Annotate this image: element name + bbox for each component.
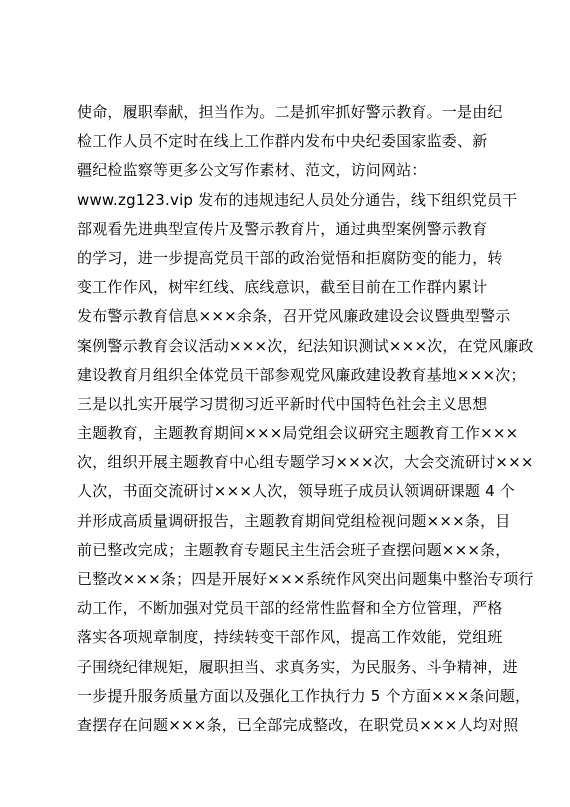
- text-line: 已整改×××条；四是开展好×××系统作风突出问题集中整治专项行: [77, 570, 534, 588]
- text-line: 主题教育，主题教育期间×××局党组会议研究主题教育工作×××: [77, 424, 519, 443]
- text-line: 动工作，不断加强对党员干部的经常性监督和全方位管理，严格: [77, 599, 503, 618]
- body-paragraph: [77, 98, 534, 740]
- text-line: 落实各项规章制度，持续转变干部作风，提高工作效能，党组班: [77, 628, 503, 647]
- text-line: 查摆存在问题×××条，已全部完成整改，在职党员×××人均对照: [77, 715, 519, 734]
- text-line: 疆纪检监察等更多公文写作素材、范文，访问网站：: [77, 161, 427, 180]
- text-line: 前已整改完成；主题教育专题民主生活会班子查摆问题×××条，: [77, 540, 511, 559]
- text-line: 使命，履职奉献，担当作为。二是抓牢抓好警示教育。一是由纪: [77, 103, 503, 121]
- text-line: 子围绕纪律规矩，履职担当、求真务实，为民服务、斗争精神，进: [77, 657, 518, 676]
- text-line: 一步提升服务质量方面以及强化工作执行力 5 个方面×××条问题，: [77, 686, 531, 705]
- text-line: 检工作人员不定时在线上工作群内发布中央纪委国家监委、新: [77, 132, 488, 151]
- text-line: 案例警示教育会议活动×××次，纪法知识测试×××次，在党风廉政: [77, 336, 534, 355]
- text-line: 次，组织开展主题教育中心组专题学习×××次，大会交流研讨×××: [77, 453, 534, 472]
- text-line: 建设教育月组织全体党员干部参观党风廉政建设教育基地×××次；: [77, 365, 526, 384]
- text-line: 三是以扎实开展学习贯彻习近平新时代中国特色社会主义思想: [77, 394, 488, 413]
- text-line: 部观看先进典型宣传片及警示教育片，通过典型案例警示教育: [77, 219, 488, 238]
- text-line: www.zg123.vip 发布的违规违纪人员处分通告，线下组织党员干: [77, 190, 518, 209]
- text-line: 人次，书面交流研讨×××人次，领导班子成员认领调研课题 4 个: [77, 482, 515, 501]
- text-line: 并形成高质量调研报告，主题教育期间党组检视问题×××条，目: [77, 511, 511, 530]
- text-line: 发布警示教育信息×××余条，召开党风廉政建设会议暨典型警示: [77, 307, 511, 326]
- text-line: 变工作作风，树牢红线、底线意识，截至目前在工作群内累计: [77, 278, 488, 297]
- text-line: 的学习，进一步提高党员干部的政治觉悟和拒腐防变的能力，转: [77, 248, 503, 267]
